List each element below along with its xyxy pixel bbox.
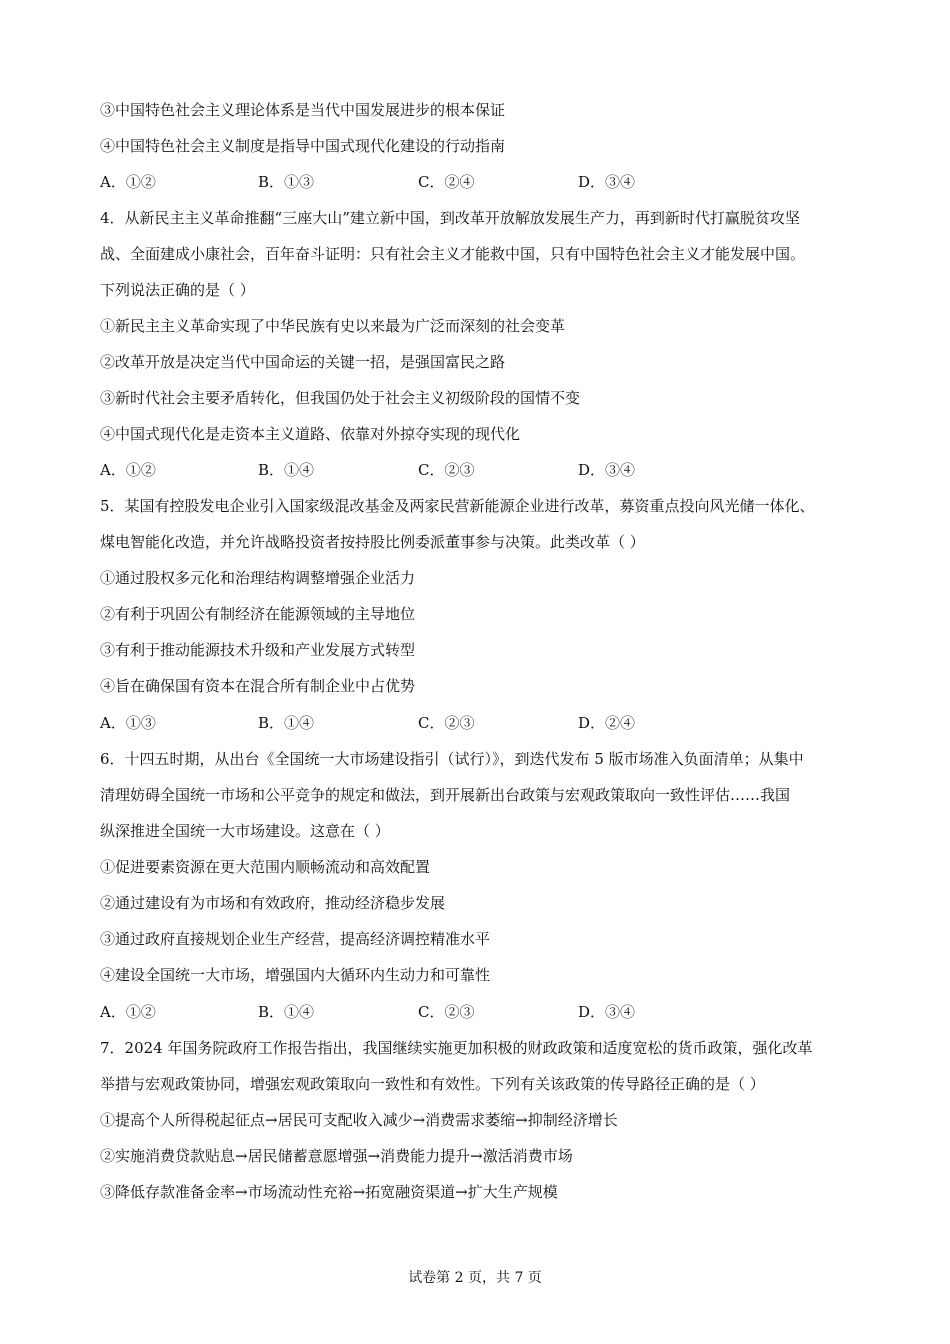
q6-statement-2: ②通过建设有为市场和有效政府，推动经济稳步发展 — [100, 894, 446, 912]
q5-options — [100, 713, 860, 733]
q6-option-c: C．②③ — [418, 1003, 475, 1021]
q4-option-b: B．①④ — [258, 461, 315, 479]
q4-stem-line-1: 4．从新民主主义革命推翻“三座大山”建立新中国，到改革开放解放发展生产力，再到新时代打赢脱贫攻坚 — [100, 209, 800, 227]
q3-option-c: C．②④ — [418, 173, 475, 191]
q3-option-a: A．①② — [100, 173, 156, 191]
q6-stem-line-1: 6．十四五时期，从出台《全国统一大市场建设指引（试行）》，到迭代发布 5 版市场准入负面清单；从集中 — [100, 750, 804, 768]
q5-option-a: A．①③ — [100, 714, 156, 732]
q5-statement-3: ③有利于推动能源技术升级和产业发展方式转型 — [100, 641, 416, 659]
q5-option-c: C．②③ — [418, 714, 475, 732]
q3-option-d: D．③④ — [578, 173, 636, 191]
q3-options — [100, 172, 860, 192]
q5-statement-4: ④旨在确保国有资本在混合所有制企业中占优势 — [100, 677, 416, 695]
q4-option-c: C．②③ — [418, 461, 475, 479]
q4-stem-line-3: 下列说法正确的是（ ） — [100, 281, 255, 299]
q3-statement-4: ④中国特色社会主义制度是指导中国式现代化建设的行动指南 — [100, 137, 506, 155]
q7-statement-1: ①提高个人所得税起征点→居民可支配收入减少→消费需求萎缩→抑制经济增长 — [100, 1111, 618, 1129]
q7-statement-2: ②实施消费贷款贴息→居民储蓄意愿增强→消费能力提升→激活消费市场 — [100, 1147, 573, 1165]
q4-option-a: A．①② — [100, 461, 156, 479]
q5-statement-2: ②有利于巩固公有制经济在能源领域的主导地位 — [100, 605, 416, 623]
q6-option-d: D．③④ — [578, 1003, 636, 1021]
q4-stem-line-2: 战、全面建成小康社会，百年奋斗证明：只有社会主义才能救中国，只有中国特色社会主义才能发展中国。 — [100, 245, 806, 263]
q6-statement-1: ①促进要素资源在更大范围内顺畅流动和高效配置 — [100, 858, 431, 876]
q5-option-d: D．②④ — [578, 714, 636, 732]
q6-statement-4: ④建设全国统一大市场，增强国内大循环内生动力和可靠性 — [100, 966, 491, 984]
q5-stem-line-2: 煤电智能化改造，并允许战略投资者按持股比例委派董事参与决策。此类改革（ ） — [100, 533, 645, 551]
q5-stem-line-1: 5．某国有控股发电企业引入国家级混改基金及两家民营新能源企业进行改革，募资重点投向风光储一体化、 — [100, 497, 815, 515]
q4-options — [100, 460, 860, 480]
q6-option-b: B．①④ — [258, 1003, 315, 1021]
q6-options — [100, 1002, 860, 1022]
q6-statement-3: ③通过政府直接规划企业生产经营，提高经济调控精准水平 — [100, 930, 491, 948]
q6-stem-line-2: 清理妨碍全国统一市场和公平竞争的规定和做法，到开展新出台政策与宏观政策取向一致性评估……我国 — [100, 786, 791, 804]
q6-stem-line-3: 纵深推进全国统一大市场建设。这意在（ ） — [100, 822, 390, 840]
q3-statement-3: ③中国特色社会主义理论体系是当代中国发展进步的根本保证 — [100, 101, 506, 119]
q7-stem-line-1: 7．2024 年国务院政府工作报告指出，我国继续实施更加积极的财政政策和适度宽松的货币政策，强化改革 — [100, 1039, 813, 1057]
q4-statement-4: ④中国式现代化是走资本主义道路、依靠对外掠夺实现的现代化 — [100, 425, 521, 443]
q4-option-d: D．③④ — [578, 461, 636, 479]
q6-option-a: A．①② — [100, 1003, 156, 1021]
q5-statement-1: ①通过股权多元化和治理结构调整增强企业活力 — [100, 569, 416, 587]
q5-option-b: B．①④ — [258, 714, 315, 732]
q7-statement-3: ③降低存款准备金率→市场流动性充裕→拓宽融资渠道→扩大生产规模 — [100, 1183, 558, 1201]
q4-statement-1: ①新民主主义革命实现了中华民族有史以来最为广泛而深刻的社会变革 — [100, 317, 566, 335]
q4-statement-2: ②改革开放是决定当代中国命运的关键一招，是强国富民之路 — [100, 353, 506, 371]
q4-statement-3: ③新时代社会主要矛盾转化，但我国仍处于社会主义初级阶段的国情不变 — [100, 389, 581, 407]
q7-stem-line-2: 举措与宏观政策协同，增强宏观政策取向一致性和有效性。下列有关该政策的传导路径正确的是（ ） — [100, 1075, 765, 1093]
q3-option-b: B．①③ — [258, 173, 315, 191]
page-footer: 试卷第 2 页，共 7 页 — [408, 1270, 542, 1286]
